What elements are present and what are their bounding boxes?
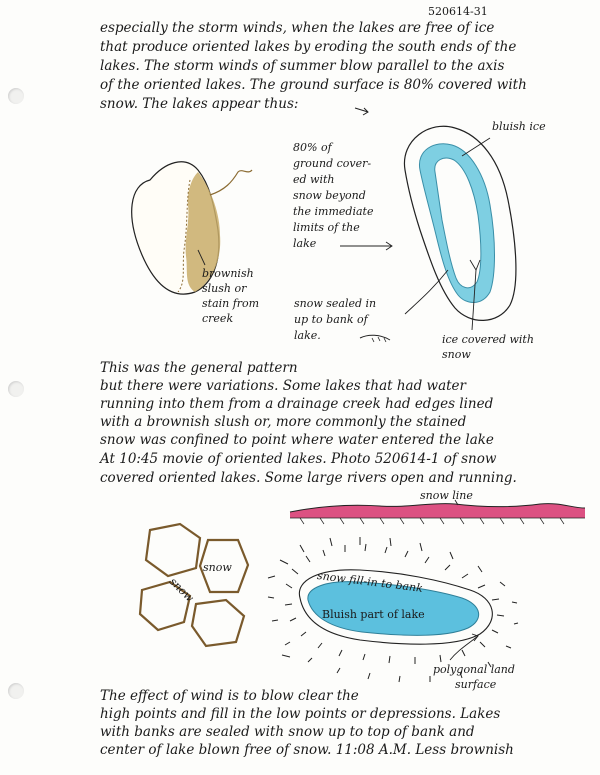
sealed-note-line-2: up to bank of — [294, 313, 368, 326]
middle-line-3: running into them from a drainage creek had edges lined — [100, 396, 494, 412]
middle-line-6: At 10:45 movie of oriented lakes. Photo 520614-1 of snow — [100, 451, 497, 467]
sealed-note-line-3: lake. — [294, 329, 321, 342]
intro-line-1: especially the storm winds, when the lakes are free of ice — [100, 20, 495, 36]
ground-note-line-5: the immediate — [293, 205, 374, 218]
ground-note-line-3: ed with — [293, 173, 335, 186]
brownish-note-line-2: slush or — [202, 282, 247, 295]
closing-line-3: with banks are sealed with snow up to top of bank and — [100, 724, 475, 740]
closing-line-4: center of lake blown free of snow. 11:08 A.M. Less brownish — [100, 742, 514, 758]
bluish-part-label: Bluish part of lake — [322, 608, 425, 621]
middle-line-4: with a brownish slush or, more commonly the stained — [100, 414, 467, 430]
snow-label-a: snow — [203, 561, 232, 574]
polygonal-label-line-1: polygonal land — [433, 663, 515, 676]
ground-note-line-4: snow beyond — [293, 189, 366, 202]
bluish-ice-label: bluish ice — [492, 120, 546, 133]
ground-note-line-1: 80% of — [293, 141, 332, 154]
ice-covered-line-1: ice covered with — [442, 333, 534, 346]
ground-note-line-7: lake — [293, 237, 317, 250]
middle-line-5: snow was confined to point where water entered the lake — [100, 432, 494, 448]
middle-line-2: but there were variations. Some lakes that had water — [100, 378, 466, 394]
intro-line-2: that produce oriented lakes by eroding the south ends of the — [100, 39, 517, 55]
snow-fill-in-label: snow fill-in to bank — [316, 569, 424, 595]
ground-note-line-6: limits of the — [293, 221, 360, 234]
snow-label-b: snow — [166, 575, 197, 605]
ground-note-line-2: ground cover- — [293, 157, 372, 170]
middle-line-7: covered oriented lakes. Some large rivers open and running. — [100, 470, 517, 486]
middle-line-1: This was the general pattern — [100, 360, 298, 376]
brownish-note-line-3: stain from — [202, 297, 260, 310]
polygonal-label-line-2: surface — [455, 678, 497, 691]
snow-line-label: snow line — [420, 489, 473, 502]
intro-line-3: lakes. The storm winds of summer blow parallel to the axis — [100, 58, 505, 74]
brownish-note-line-1: brownish — [202, 267, 254, 280]
closing-line-1: The effect of wind is to blow clear the — [100, 688, 359, 704]
intro-line-5: snow. The lakes appear thus: — [100, 96, 299, 112]
intro-line-4: of the oriented lakes. The ground surface is 80% covered with — [100, 77, 527, 93]
ice-covered-line-2: snow — [442, 348, 471, 361]
sealed-note-line-1: snow sealed in — [294, 297, 377, 310]
page-number: 520614-31 — [428, 5, 488, 18]
brownish-note-line-4: creek — [202, 312, 234, 325]
closing-line-2: high points and fill in the low points or depressions. Lakes — [100, 706, 501, 722]
